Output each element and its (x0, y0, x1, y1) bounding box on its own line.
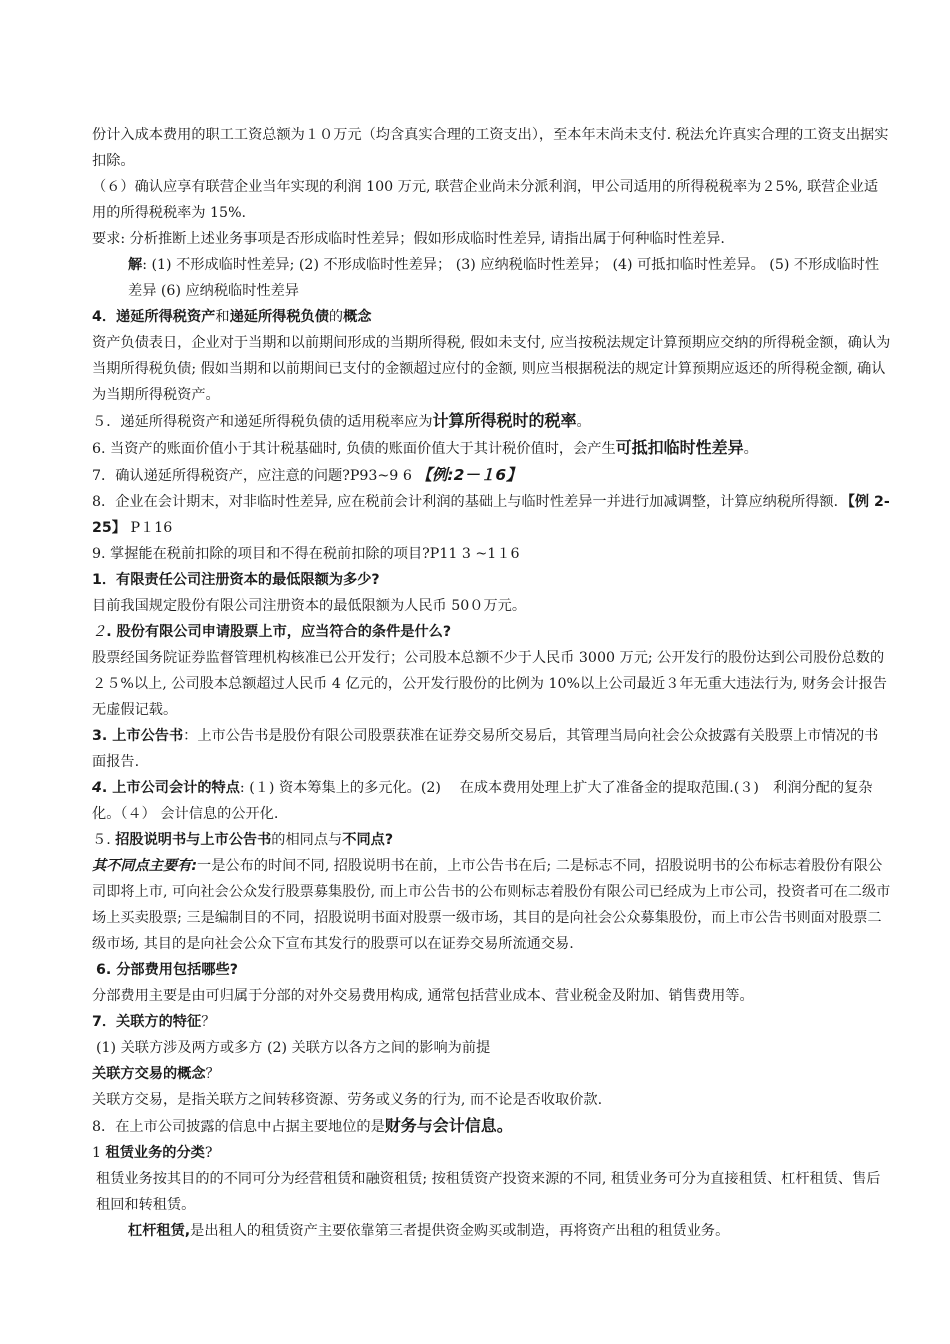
paragraph: 要求: 分析推断上述业务事项是否形成临时性差异；假如形成临时性差异, 请指出属于何种临时性差异. (92, 231, 725, 247)
paragraph: （６）确认应享有联营企业当年实现的利润 100 万元, 联营企业尚未分派利润，甲公司适用的所得税税率为２5%, 联营企业适用的所得税税率为 15%. (92, 179, 879, 221)
answer: 目前我国规定股份有限公司注册资本的最低限额为人民币 50０万元。 (92, 598, 527, 614)
paragraph (92, 462, 892, 489)
paragraph (92, 775, 892, 827)
paragraph (92, 1113, 892, 1140)
text: 。 (743, 441, 758, 457)
text: ５. (92, 832, 116, 848)
definition: 是出租人的租赁资产主要依靠第三者提供资金购买或制造，再将资产出租的租赁业务。 (190, 1223, 730, 1239)
emphasis: 计算所得税时的税率 (432, 411, 577, 430)
answer: 分部费用主要是由可归属于分部的对外交易费用构成, 通常包括营业成本、营业税金及附加、销售费用等。 (92, 988, 754, 1004)
question-heading (92, 619, 892, 645)
text: ? (204, 1145, 213, 1161)
paragraph: 资产负债表日，企业对于当期和以前期间形成的当期所得税, 假如未支付, 应当按税法规定计算预期应交纳的所得税金额，确认为当期所得税负债; 假如当期和以前期间已支付的金额超过应付的金额, 则应当根据税法的规定计算预期应返还的所得税金额, 确认为当期所得税资产。 (92, 335, 891, 403)
heading-part: 4．递延所得税资产 (92, 309, 216, 325)
paragraph (92, 435, 892, 462)
paragraph: 9. 掌握能在税前扣除的项目和不得在税前扣除的项目?P11 3 ~1１6 (92, 546, 520, 562)
term: 杠杆租赁, (128, 1223, 191, 1239)
answer (92, 1218, 892, 1244)
question-heading: 6. 分部费用包括哪些? (96, 962, 238, 978)
answer-text: : (1) 不形成临时性差异; (2) 不形成临时性差异； (3) 应纳税临时性差异； (4) 可抵扣临时性差异。 (5) 不形成临时性差异 (6) 应纳税临时性差异 (128, 257, 880, 299)
paragraph (92, 489, 892, 541)
heading-part: 递延所得税负债 (229, 309, 329, 325)
text: ？ (201, 1014, 216, 1030)
definition: : (１) 资本筹集上的多元化。(2) 在成本费用处理上扩大了准备金的提取范围.(３) 利润分配的复杂化。（４） 会计信息的公开化. (92, 780, 873, 822)
answer-paragraph (92, 252, 892, 304)
answer: (1) 关联方涉及两方或多方 (2) 关联方以各方之间的影响为前提 (96, 1040, 491, 1056)
question-heading (92, 827, 892, 853)
heading-part: 和 (215, 309, 230, 325)
answer-label: 其不同点主要有: (92, 858, 197, 874)
question-heading (92, 1009, 892, 1035)
document-page (92, 122, 892, 1244)
text: 的相同点与 (271, 832, 343, 848)
emphasis: 财务与会计信息。 (384, 1116, 513, 1135)
answer-label: 解 (128, 257, 143, 273)
text: 1 (92, 1145, 106, 1161)
question-heading (92, 1061, 892, 1087)
term: 关联方交易的概念 (92, 1066, 206, 1082)
term: . 上市公司会计的特点 (101, 780, 240, 796)
question-text: . 股份有限公司申请股票上市，应当符合的条件是什么? (106, 624, 452, 640)
heading-part: 的 (328, 309, 344, 325)
term: 3. 上市公告书 (92, 728, 184, 744)
text: ？ (205, 1066, 220, 1082)
example-ref: 【例 2-25】 (92, 494, 890, 536)
paragraph (92, 408, 892, 435)
heading (92, 304, 892, 330)
term: 招股说明书与上市公告书 (115, 832, 272, 848)
paragraph (92, 723, 892, 775)
text: 8．企业在会计期末，对非临时性差异, 应在税前会计利润的基础上与临时性差异一并进行加减调整，计算应纳税所得额． (92, 494, 848, 510)
emphasis: 可抵扣临时性差异 (615, 438, 744, 457)
question-heading (92, 1140, 892, 1166)
answer: 关联方交易，是指关联方之间转移资源、劳务或义务的行为, 而不论是否收取价款. (92, 1092, 603, 1108)
text: 6. 当资产的账面价值小于其计税基础时, 负债的账面价值大于其计税价值时，会产生 (92, 441, 616, 457)
heading-part: 概念 (343, 309, 372, 325)
answer-text: 一是公布的时间不同, 招股说明书在前，上市公告书在后; 二是标志不同，招股说明书的公布标志着股份有限公司即将上市, 可向社会公众发行股票募集股份, 而上市公告书的公布则标志着股份有限公司已经成为上市公司，投资者可在二级市场上买卖股票; 三是编制目的不同，招股说明书面对股票一级市场，其目的是向社会公众募集股份，而上市公告书则面对股票二级市场, 其目的是向社会公众下宣布其发行的股票可以在证券交易所流通交易. (92, 858, 891, 952)
text: 7．确认递延所得税资产，应注意的问题?P93~9 6 (92, 468, 417, 484)
term: 7．关联方的特征 (92, 1014, 202, 1030)
question-number: 4 (92, 780, 102, 796)
answer (92, 853, 892, 957)
definition: ：上市公告书是股份有限公司股票获准在证券交易所交易后，其管理当局向社会公众披露有关股票上市情况的书面报告. (92, 728, 879, 770)
question-heading: 1．有限责任公司注册资本的最低限额为多少? (92, 572, 380, 588)
text: 。 (576, 414, 591, 430)
answer: 租赁业务按其目的的不同可分为经营租赁和融资租赁; 按租赁资产投资来源的不同, 租赁业务可分为直接租赁、杠杆租赁、售后租回和转租赁。 (96, 1171, 881, 1213)
example-ref: 【例:2－１6】 (416, 466, 522, 484)
term: 租赁业务的分类 (105, 1145, 205, 1161)
text: P１16 (125, 520, 173, 536)
question-number: ２ (92, 624, 107, 640)
text: ５．递延所得税资产和递延所得税负债的适用税率应为 (92, 414, 433, 430)
paragraph: 份计入成本费用的职工工资总额为１０万元（均含真实合理的工资支出），至本年末尚未支付. 税法允许真实合理的工资支出据实扣除。 (92, 127, 889, 169)
answer: 股票经国务院证券监督管理机构核准已公开发行；公司股本总额不少于人民币 3000 万元; 公开发行的股份达到公司股份总数的２５%以上, 公司股本总额超过人民币 4 亿元的，公开发行股份的比例为 10%以上公司最近３年无重大违法行为, 财务会计报告无虚假记载。 (92, 650, 887, 718)
term: 不同点? (342, 832, 394, 848)
text: 8．在上市公司披露的信息中占据主要地位的是 (92, 1119, 385, 1135)
